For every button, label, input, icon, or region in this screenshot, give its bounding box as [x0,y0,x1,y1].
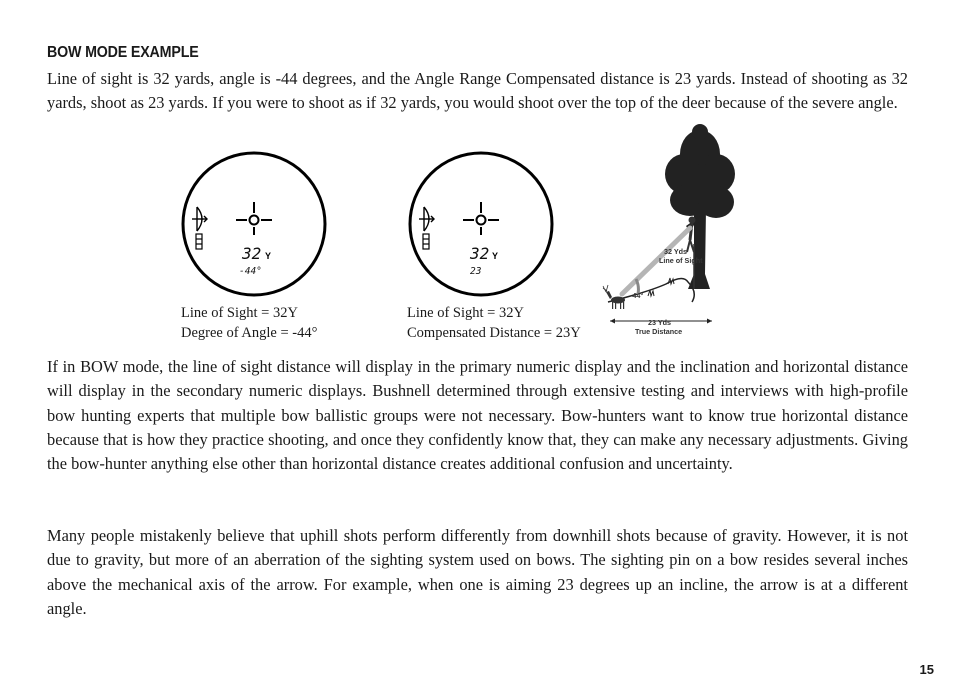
secondary-compensated-readout: 23 [470,266,482,277]
caption-line-of-sight: Line of Sight = 32Y [181,305,298,321]
distance-unit: Y [492,251,499,261]
angle-label: -44° [630,291,644,300]
grass [648,278,674,296]
caption-line-of-sight: Line of Sight = 32Y [407,305,524,321]
primary-distance-readout: 32 [242,244,262,263]
true-distance-label: True Distance [635,327,683,336]
page-number: 15 [919,662,934,677]
paragraph-bow-mode-display: If in BOW mode, the line of sight distance will display in the primary numeric display and the inclination and horizontal distance will display in the secondary numeric displays. Bushnell determined through extensive testing and interviews with high-profile bow hunting experts that multiple bow ballistic groups were not necessary. Bow-hunters want to know true horizontal distance because that is how they practice shooting, and once they confidently know that, they can make any necessary adjustments. Giving the bow-hunter anything else other than horizontal distance creates additional confusion and uncertainty. [47,357,908,474]
line-of-sight-label: Line of Sight [659,256,703,265]
arrow-head-left-icon [610,319,615,324]
scope2-caption [407,303,581,343]
paragraph-bow-mode-example: Line of sight is 32 yards, angle is -44 degrees, and the Angle Range Compensated distance is 23 yards. Instead of shooting as 32 yards, shoot as 23 yards. If you were to shoot as if 32 yards, you would shoot over the top of the deer because of the severe angle. [47,69,908,113]
deer-illustration [603,285,625,309]
secondary-angle-readout: -44° [239,266,262,277]
rangefinder-display-angle [180,150,330,300]
paragraph-uphill-downhill: Many people mistakenly believe that uphill shots perform differently from downhill shots because of gravity. However, it is not due to gravity, but more of an aberration of the sighting system used on bows. The sighting pin on a bow resides several inches above the mechanical axis of the arrow. For example, when one is aiming 23 degrees up an incline, the arrow is at a different angle. [47,526,908,618]
arrow-head-right-icon [707,319,712,324]
section-heading: BOW MODE EXAMPLE [47,44,199,61]
distance-unit: Y [265,251,272,261]
scope1-caption [181,303,317,343]
rangefinder-display-compensated [407,150,557,300]
angle-range-diagram [588,124,738,344]
primary-distance-readout: 32 [470,244,490,263]
caption-degree-of-angle: Degree of Angle = -44° [181,325,318,341]
caption-compensated-distance: Compensated Distance = 23Y [407,325,581,341]
true-distance-value: 23 Yds [648,318,672,327]
line-of-sight-value: 32 Yds [664,247,688,256]
